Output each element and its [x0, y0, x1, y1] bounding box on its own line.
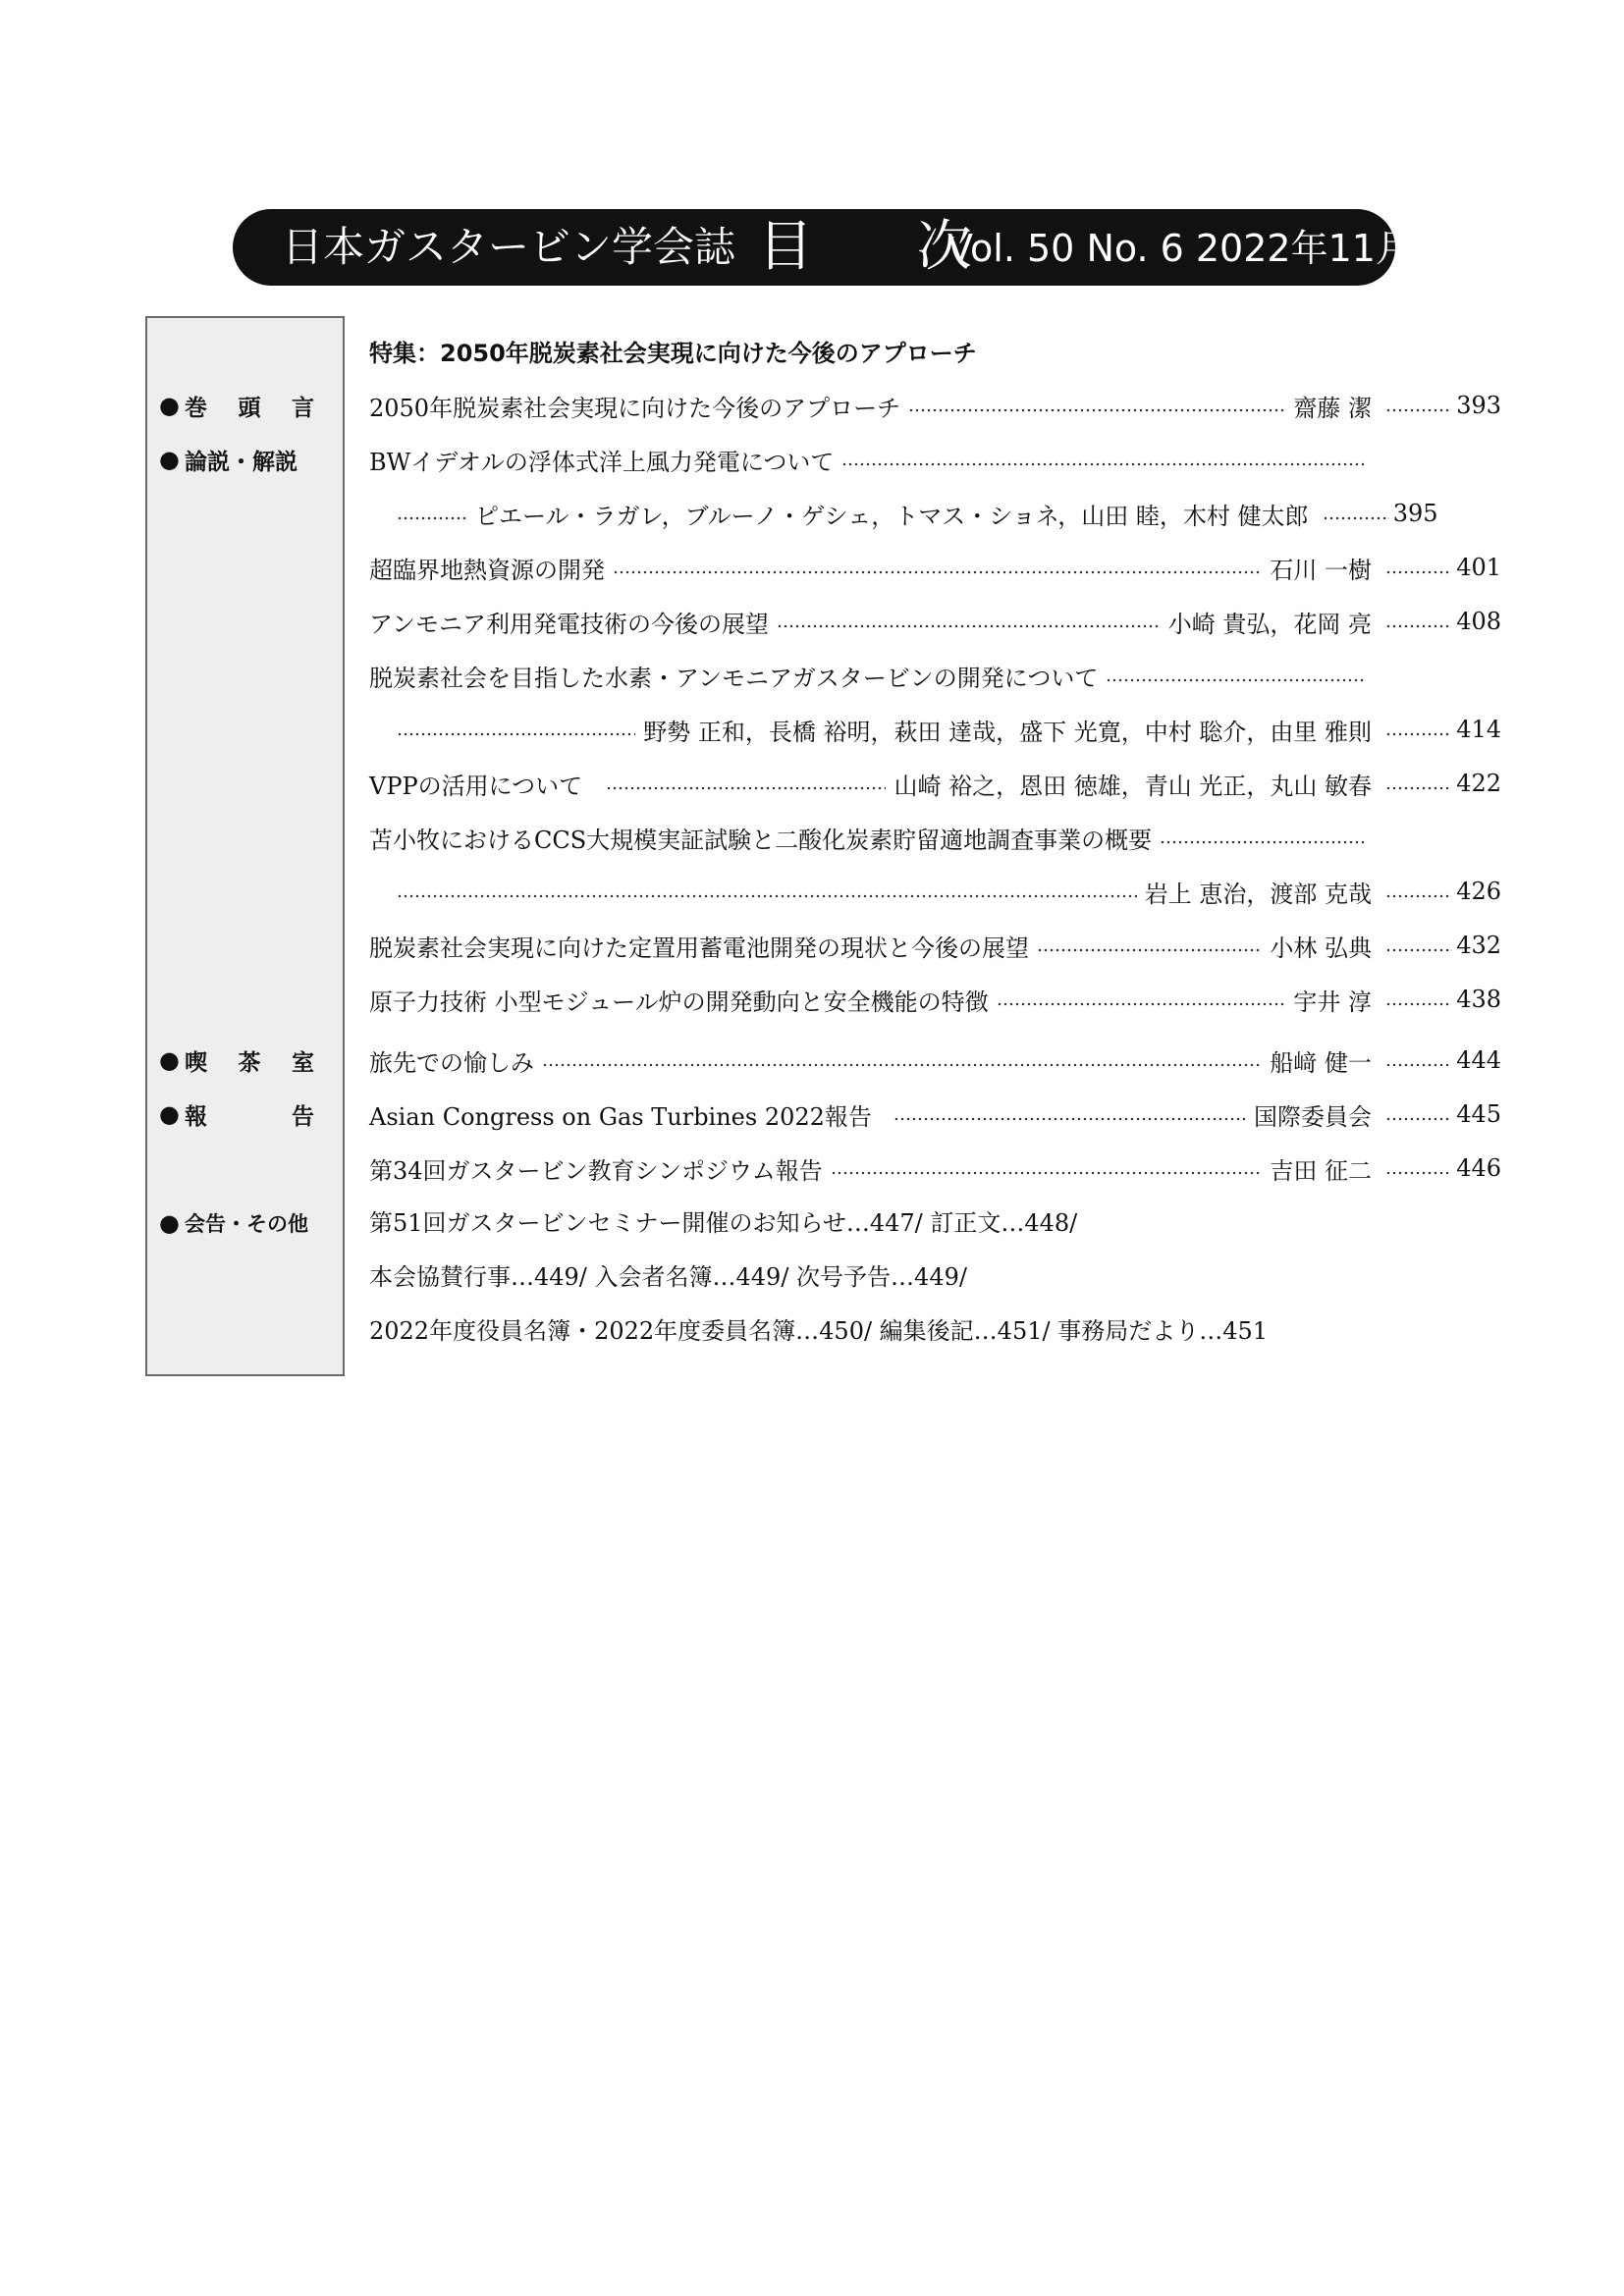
toc-entry[interactable]	[369, 1095, 1501, 1134]
entry-page: 414	[1456, 716, 1501, 743]
entry-page: 438	[1456, 986, 1501, 1013]
toc-entry[interactable]	[369, 926, 1501, 965]
entry-page: 444	[1456, 1046, 1501, 1074]
entry-page: 393	[1456, 392, 1501, 419]
entry-author: 齋藤 潔	[1293, 394, 1372, 422]
dot-leader	[777, 624, 1161, 628]
dot-leader	[1160, 840, 1364, 844]
dot-leader	[1385, 1063, 1452, 1067]
entry-title: 超臨界地熱資源の開発	[369, 556, 605, 584]
entry-author: 吉田 征二	[1270, 1156, 1372, 1185]
entry-author: 石川 一樹	[1270, 556, 1372, 584]
toc-entry[interactable]	[369, 656, 1501, 695]
journal-title: 日本ガスタービン学会誌	[282, 223, 736, 271]
toc-entry[interactable]	[369, 818, 1501, 857]
toc-header-bar	[233, 209, 1413, 286]
dot-leader	[908, 408, 1285, 412]
category-label: 巻 頭 言	[185, 395, 314, 421]
entry-title: 苫小牧におけるCCS大規模実証試験と二酸化炭素貯留適地調査事業の概要	[369, 826, 1153, 854]
category-label: 会告・その他	[185, 1212, 308, 1236]
toc-entry[interactable]	[369, 602, 1501, 641]
notice-line: 第51回ガスタービンセミナー開催のお知らせ…447/ 訂正文…448/	[369, 1209, 1078, 1237]
dot-leader	[606, 786, 886, 790]
entry-title: 旅先での愉しみ	[369, 1048, 534, 1077]
entry-author: 小崎 貴弘，花岡 亮	[1167, 610, 1372, 638]
entry-title: 脱炭素社会を目指した水素・アンモニアガスタービンの開発について	[369, 664, 1099, 692]
entry-title: 第34回ガスタービン教育シンポジウム報告	[369, 1156, 823, 1185]
category-ronsetsu	[159, 440, 314, 479]
dot-leader	[1385, 732, 1452, 736]
entry-title: 脱炭素社会実現に向けた定置用蓄電池開発の現状と今後の展望	[369, 934, 1029, 962]
entry-author: 船﨑 健一	[1270, 1048, 1372, 1077]
dot-leader	[397, 732, 635, 736]
entry-page: 445	[1456, 1100, 1501, 1128]
toc-entry[interactable]	[369, 386, 1501, 425]
entry-page: 422	[1456, 770, 1501, 797]
dot-leader	[542, 1063, 1262, 1067]
category-kaikoku	[159, 1203, 314, 1243]
category-label: 論説・解説	[185, 449, 298, 475]
entry-author: 野勢 正和，長橋 裕明，萩田 達哉，盛下 光寛，中村 聡介，由里 雅則	[643, 718, 1372, 746]
entry-page: 401	[1456, 554, 1501, 581]
entry-page: 446	[1456, 1154, 1501, 1182]
toc-entry[interactable]	[369, 1041, 1501, 1080]
category-kantougen	[159, 386, 314, 425]
entry-title: 原子力技術 小型モジュール炉の開発動向と安全機能の特徴	[369, 988, 989, 1016]
toc-entry[interactable]	[397, 710, 1501, 749]
entry-page: 432	[1456, 932, 1501, 959]
dot-leader	[1385, 1117, 1452, 1121]
bullet-icon: ●	[159, 1046, 180, 1074]
dot-leader	[997, 1002, 1286, 1006]
bullet-icon: ●	[159, 392, 180, 419]
dot-leader	[1106, 678, 1364, 682]
dot-leader	[831, 1171, 1263, 1175]
toc-entry[interactable]	[369, 764, 1501, 803]
dot-leader	[1385, 786, 1452, 790]
bullet-icon: ●	[159, 1100, 180, 1128]
category-label: 報 告	[185, 1103, 314, 1130]
dot-leader	[397, 894, 1137, 898]
toc-heading: 目 次	[758, 215, 1015, 279]
issue-volume: Vol. 50 No. 6 2022年11月	[947, 227, 1413, 270]
notice-line: 本会協賛行事…449/ 入会者名簿…449/ 次号予告…449/	[369, 1263, 967, 1291]
category-label: 喫 茶 室	[185, 1049, 314, 1076]
entry-author: 山崎 裕之，恩田 徳雄，青山 光正，丸山 敏春	[893, 772, 1372, 800]
dot-leader	[893, 1117, 1246, 1121]
entry-author: 小林 弘典	[1270, 934, 1372, 962]
entry-author: 宇井 淳	[1293, 988, 1372, 1016]
entry-title: 2050年脱炭素社会実現に向けた今後のアプローチ	[369, 394, 901, 422]
entry-page: 426	[1456, 878, 1501, 905]
toc-entry[interactable]	[397, 494, 1501, 533]
dot-leader	[397, 516, 467, 520]
notice-line: 2022年度役員名簿・2022年度委員名簿…450/ 編集後記…451/ 事務局だより…451	[369, 1317, 1269, 1345]
special-feature-heading: 特集：2050年脱炭素社会実現に向けた今後のアプローチ	[369, 340, 977, 367]
dot-leader	[841, 462, 1364, 466]
bullet-icon: ●	[159, 446, 180, 473]
dot-leader	[1385, 1171, 1452, 1175]
dot-leader	[1385, 1002, 1452, 1006]
toc-entry[interactable]	[369, 980, 1501, 1019]
dot-leader	[1385, 624, 1452, 628]
bullet-icon: ●	[159, 1209, 180, 1237]
entry-author: 国際委員会	[1254, 1102, 1372, 1131]
entry-page: 395	[1392, 500, 1438, 527]
category-houkoku	[159, 1095, 314, 1134]
dot-leader	[1385, 408, 1452, 412]
entry-page: 408	[1456, 608, 1501, 635]
dot-leader	[1323, 516, 1389, 520]
toc-entry[interactable]	[369, 548, 1501, 587]
entry-title: BWイデオルの浮体式洋上風力発電について	[369, 448, 835, 476]
category-kissa	[159, 1041, 314, 1080]
toc-entry[interactable]	[397, 872, 1501, 911]
entry-author: 岩上 恵治，渡部 克哉	[1144, 880, 1372, 908]
entry-title: VPPの活用について	[369, 772, 583, 800]
toc-entry[interactable]	[369, 1148, 1501, 1188]
toc-entry[interactable]	[369, 440, 1501, 479]
entry-title: Asian Congress on Gas Turbines 2022報告	[369, 1102, 872, 1131]
entry-title: アンモニア利用発電技術の今後の展望	[369, 610, 770, 638]
entry-author: ピエール・ラガレ，ブルーノ・ゲシェ，トマス・ショネ，山田 睦，木村 健太郎	[475, 502, 1309, 530]
dot-leader	[1385, 570, 1452, 574]
dot-leader	[1385, 948, 1452, 952]
dot-leader	[613, 570, 1262, 574]
dot-leader	[1385, 894, 1452, 898]
dot-leader	[1037, 948, 1262, 952]
